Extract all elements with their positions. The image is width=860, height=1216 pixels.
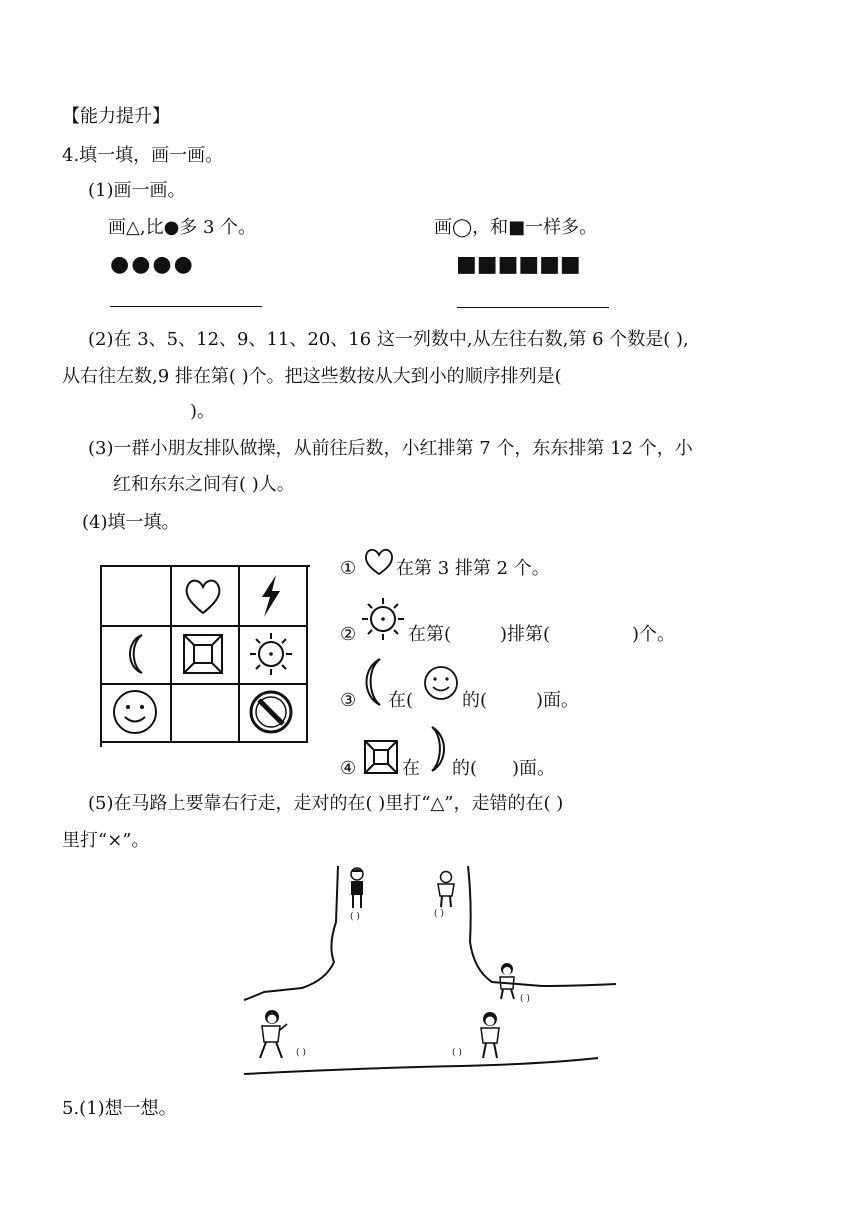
q4-part2-line2: 从右往左数,9 排在第( )个。把这些数按从大到小的顺序排列是( [62,366,562,387]
grid-cell-empty [170,683,240,743]
q4-4-sub2-text-a: 在第( [408,624,452,645]
q4-part2-line1: (2)在 3、5、12、9、11、20、16 这一列数中,从左往右数,第 6 个数是( ), [88,329,689,350]
q4-4-sub2-num: ② [340,624,357,645]
answer-paren: ( ) [520,994,530,1004]
icon-grid [100,565,310,747]
child-figure [342,866,372,912]
grid-cell-sun [238,625,308,685]
q4-part1-left-instruction: 画△,比●多 3 个。 [108,217,257,238]
child-figure [432,870,460,910]
q4-4-sub3-num: ③ [340,690,357,711]
heart-icon [362,547,396,577]
child-figure [494,962,520,1002]
square-frame-icon [180,631,226,677]
q4-4-sub2-text-b: )排第( [500,624,551,645]
answer-paren: ( ) [350,912,360,922]
q4-4-sub1-num: ① [340,558,357,579]
grid-cell-no-sign [238,683,308,743]
q4-part5-line1: (5)在马路上要靠右行走，走对的在( )里打“△”，走错的在( ) [88,793,564,814]
q4-4-sub4-text-b: 的( [452,758,478,779]
q4-4-sub2-text-c: )个。 [632,624,676,645]
q4-part4-title: (4)填一填。 [82,512,180,533]
grid-cell-empty [102,567,172,627]
lightning-icon [248,573,294,619]
q4-part1-right-instruction: 画◯，和■一样多。 [434,217,598,238]
grid-cell-smiley [102,683,172,743]
moon-icon [112,631,158,677]
sun-icon [248,631,294,677]
q4-4-sub3-text-a: 在( [388,690,414,711]
moon-icon [424,724,450,774]
answer-line-left [110,306,262,307]
heart-icon [180,573,226,619]
no-sign-icon [246,687,296,737]
q4-part3-line1: (3)一群小朋友排队做操，从前往后数，小红排第 7 个，东东排第 12 个，小 [88,438,693,459]
question-4-title: 4.填一填，画一画。 [62,145,224,166]
square-frame-icon [362,738,400,776]
section-header: 【能力提升】 [62,106,170,127]
q4-part5-line2: 里打“×”。 [62,830,150,851]
smiley-icon [422,664,460,702]
smiley-icon [110,687,160,737]
answer-paren: ( ) [434,909,444,919]
answer-paren: ( ) [296,1048,306,1058]
answer-paren: ( ) [452,1048,462,1058]
q4-4-sub4-text-a: 在 [402,758,420,779]
black-circles: ●●●● [110,252,195,277]
moon-icon [358,656,386,708]
q4-part1-title: (1)画一画。 [88,180,186,201]
sun-icon [360,596,406,642]
child-figure [254,1008,290,1064]
answer-line-right [457,307,609,308]
q4-4-sub3-text-c: )面。 [536,690,580,711]
grid-cell-heart [170,567,240,627]
child-figure [474,1010,506,1062]
q4-4-sub4-num: ④ [340,758,357,779]
q4-part2-line3: )。 [190,401,216,422]
q4-part3-line2: 红和东东之间有( )人。 [113,474,295,495]
black-squares: ■■■■■■ [456,252,581,277]
q4-4-sub3-text-b: 的( [462,690,488,711]
question-5-title: 5.(1)想一想。 [62,1098,177,1119]
grid-cell-lightning [238,567,308,627]
q4-4-sub1-text: 在第 3 排第 2 个。 [396,558,550,579]
grid-cell-moon [102,625,172,685]
q4-4-sub4-text-c: )面。 [512,758,556,779]
grid-cell-square-frame [170,625,240,685]
